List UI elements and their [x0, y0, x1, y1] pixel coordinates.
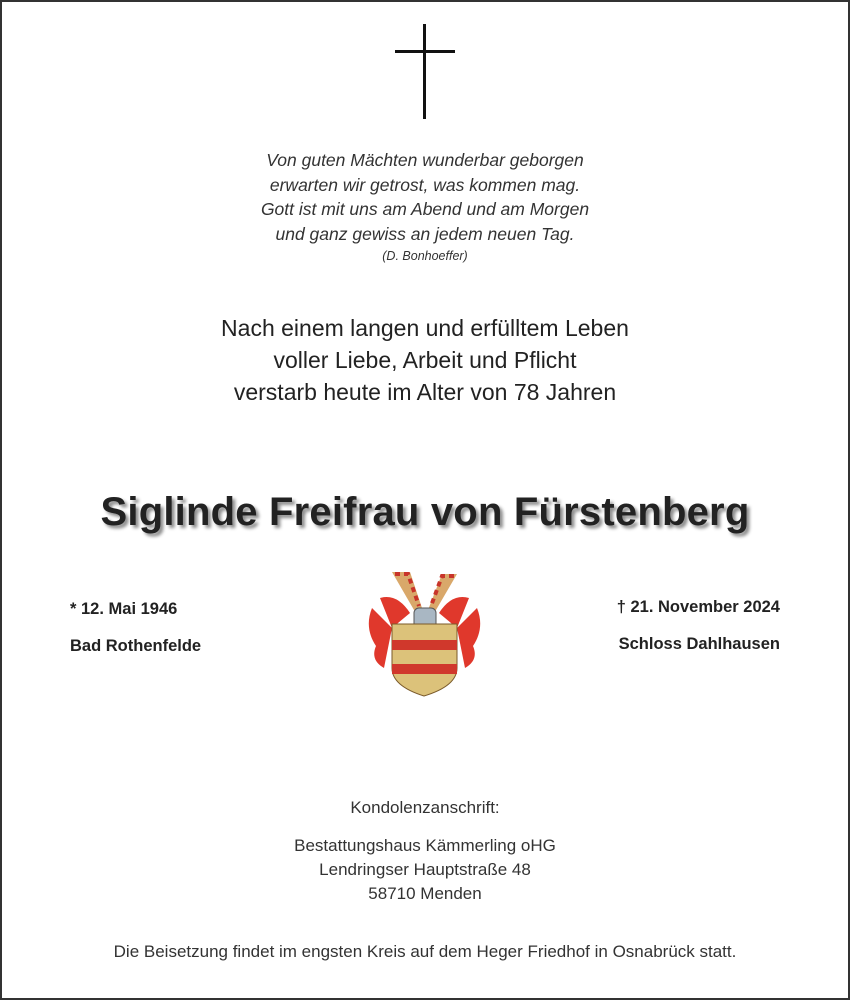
poem-line: Gott ist mit uns am Abend und am Morgen — [260, 199, 590, 219]
poem-author: (D. Bonhoeffer) — [382, 249, 468, 263]
cross-icon — [395, 24, 455, 119]
condolence-label: Kondolenzanschrift: — [350, 798, 500, 817]
burial-note: Die Beisetzung findet im engsten Kreis auf dem Heger Friedhof in Osnabrück statt. — [113, 942, 737, 961]
deceased-name: Siglinde Freifrau von Fürstenberg — [100, 490, 750, 534]
poem — [0, 148, 850, 266]
coat-of-arms-icon — [362, 568, 487, 700]
address-line: Lendringser Hauptstraße 48 — [319, 860, 531, 879]
death-place: Schloss Dahlhausen — [618, 635, 780, 653]
death-date: † 21. November 2024 — [616, 598, 780, 616]
address-line: 58710 Menden — [368, 884, 482, 903]
birth-place: Bad Rothenfelde — [70, 637, 202, 655]
intro-line: voller Liebe, Arbeit und Pflicht — [273, 347, 577, 373]
poem-line: und ganz gewiss an jedem neuen Tag. — [275, 223, 575, 244]
intro-line: verstarb heute im Alter von 78 Jahren — [233, 379, 617, 405]
intro-line: Nach einem langen und erfülltem Leben — [221, 315, 629, 341]
intro-text — [0, 312, 850, 408]
birth-date: * 12. Mai 1946 — [70, 600, 178, 618]
address-line: Bestattungshaus Kämmerling oHG — [294, 836, 556, 855]
poem-line: erwarten wir getrost, was kommen mag. — [269, 174, 581, 195]
condolence-address — [0, 834, 850, 906]
poem-line: Von guten Mächten wunderbar geborgen — [266, 150, 584, 170]
